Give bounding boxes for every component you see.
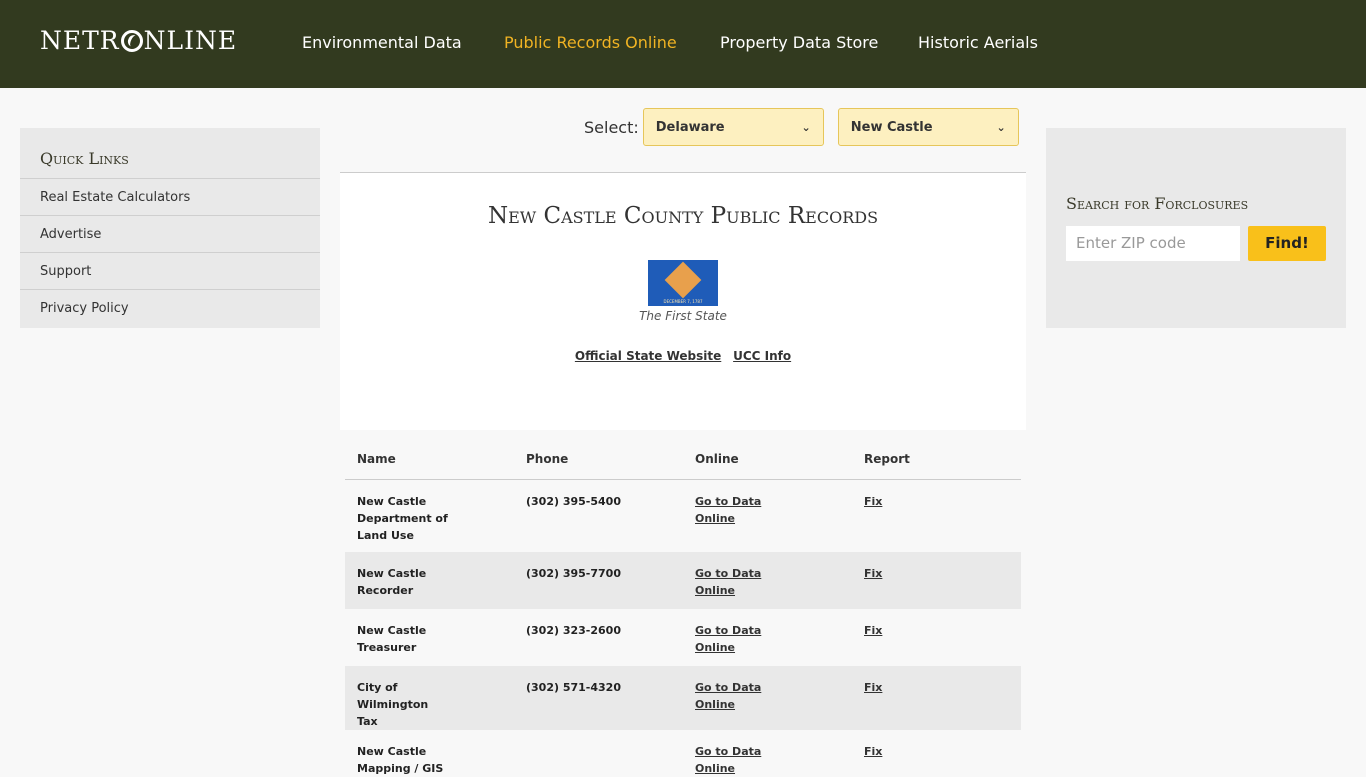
- official-state-website-link[interactable]: Official State Website: [574, 349, 722, 363]
- column-header-report: Report: [852, 436, 1021, 479]
- table-row: [345, 609, 1021, 666]
- page-title: New Castle County Public Records: [487, 203, 879, 229]
- fix-report-link[interactable]: Fix: [864, 494, 883, 508]
- go-to-data-online-link[interactable]: Go to Data Online: [695, 745, 762, 775]
- table-row: [345, 552, 1021, 609]
- column-header-phone: Phone: [514, 436, 683, 479]
- record-name: New Castle Treasurer: [357, 624, 427, 654]
- county-select-value: New Castle: [850, 119, 933, 135]
- quick-link-privacy-policy[interactable]: Privacy Policy: [40, 301, 129, 316]
- fix-report-link[interactable]: Fix: [864, 567, 883, 580]
- quick-links-title: Quick Links: [20, 128, 320, 179]
- record-name: New Castle Recorder: [357, 567, 427, 597]
- state-select-value: Delaware: [655, 119, 725, 135]
- location-selector: [584, 108, 1019, 146]
- table-row: [345, 666, 1021, 730]
- delaware-flag-image: [648, 260, 718, 306]
- fix-report-link[interactable]: Fix: [864, 745, 883, 758]
- go-to-data-online-link[interactable]: Go to Data Online: [695, 567, 762, 597]
- nav-property-data-store[interactable]: Property Data Store: [720, 33, 879, 52]
- globe-icon: [121, 30, 143, 52]
- netronline-logo[interactable]: [40, 26, 237, 55]
- table-header-row: [345, 436, 1021, 479]
- chevron-down-icon: ⌄: [996, 120, 1006, 134]
- find-button[interactable]: Find!: [1248, 226, 1326, 261]
- county-select[interactable]: [838, 108, 1019, 146]
- record-phone: (302) 395-7700: [526, 567, 621, 580]
- state-select[interactable]: [643, 108, 824, 146]
- quick-link-real-estate-calculators[interactable]: Real Estate Calculators: [20, 179, 320, 216]
- chevron-down-icon: ⌄: [801, 120, 811, 134]
- nav-historic-aerials[interactable]: Historic Aerials: [918, 33, 1038, 52]
- column-header-online: Online: [683, 436, 852, 479]
- fix-report-link[interactable]: Fix: [864, 624, 883, 637]
- flag-date-text: DECEMBER 7, 1787: [663, 299, 703, 304]
- column-header-name: Name: [345, 436, 514, 479]
- site-header: [0, 0, 1366, 88]
- table-row: [345, 479, 1021, 552]
- zip-code-input[interactable]: Enter ZIP code: [1066, 226, 1240, 261]
- logo-text-left: NETR: [40, 26, 120, 55]
- quick-link-advertise[interactable]: Advertise: [20, 216, 320, 253]
- record-phone: (302) 571-4320: [526, 681, 621, 694]
- flag-diamond-icon: [665, 262, 702, 299]
- state-links: [340, 349, 1026, 363]
- nav-environmental-data[interactable]: Environmental Data: [302, 33, 462, 52]
- record-name: City of Wilmington Tax: [357, 681, 429, 728]
- record-phone: (302) 395-5400: [526, 494, 621, 508]
- table-row: [345, 730, 1021, 777]
- record-name: New Castle Department of Land Use: [357, 494, 448, 542]
- select-label: Select:: [584, 117, 639, 137]
- records-table: [345, 436, 1021, 777]
- ucc-info-link[interactable]: UCC Info: [733, 349, 792, 363]
- go-to-data-online-link[interactable]: Go to Data Online: [695, 624, 762, 654]
- go-to-data-online-link[interactable]: Go to Data Online: [695, 681, 762, 711]
- go-to-data-online-link[interactable]: Go to Data Online: [695, 494, 762, 525]
- record-phone: (302) 323-2600: [526, 624, 621, 637]
- nav-public-records-online[interactable]: Public Records Online: [504, 33, 677, 52]
- logo-text-right: NLINE: [143, 26, 238, 55]
- fix-report-link[interactable]: Fix: [864, 681, 883, 694]
- record-name: New Castle Mapping / GIS: [357, 745, 444, 775]
- quick-link-support[interactable]: Support: [20, 253, 320, 290]
- county-info-card: [340, 172, 1026, 430]
- foreclosure-title: Search for Forclosures: [1066, 194, 1249, 213]
- quick-links-panel: [20, 128, 320, 328]
- foreclosure-search-panel: [1046, 128, 1346, 328]
- record-phone: [514, 730, 683, 777]
- state-nickname: The First State: [639, 309, 727, 323]
